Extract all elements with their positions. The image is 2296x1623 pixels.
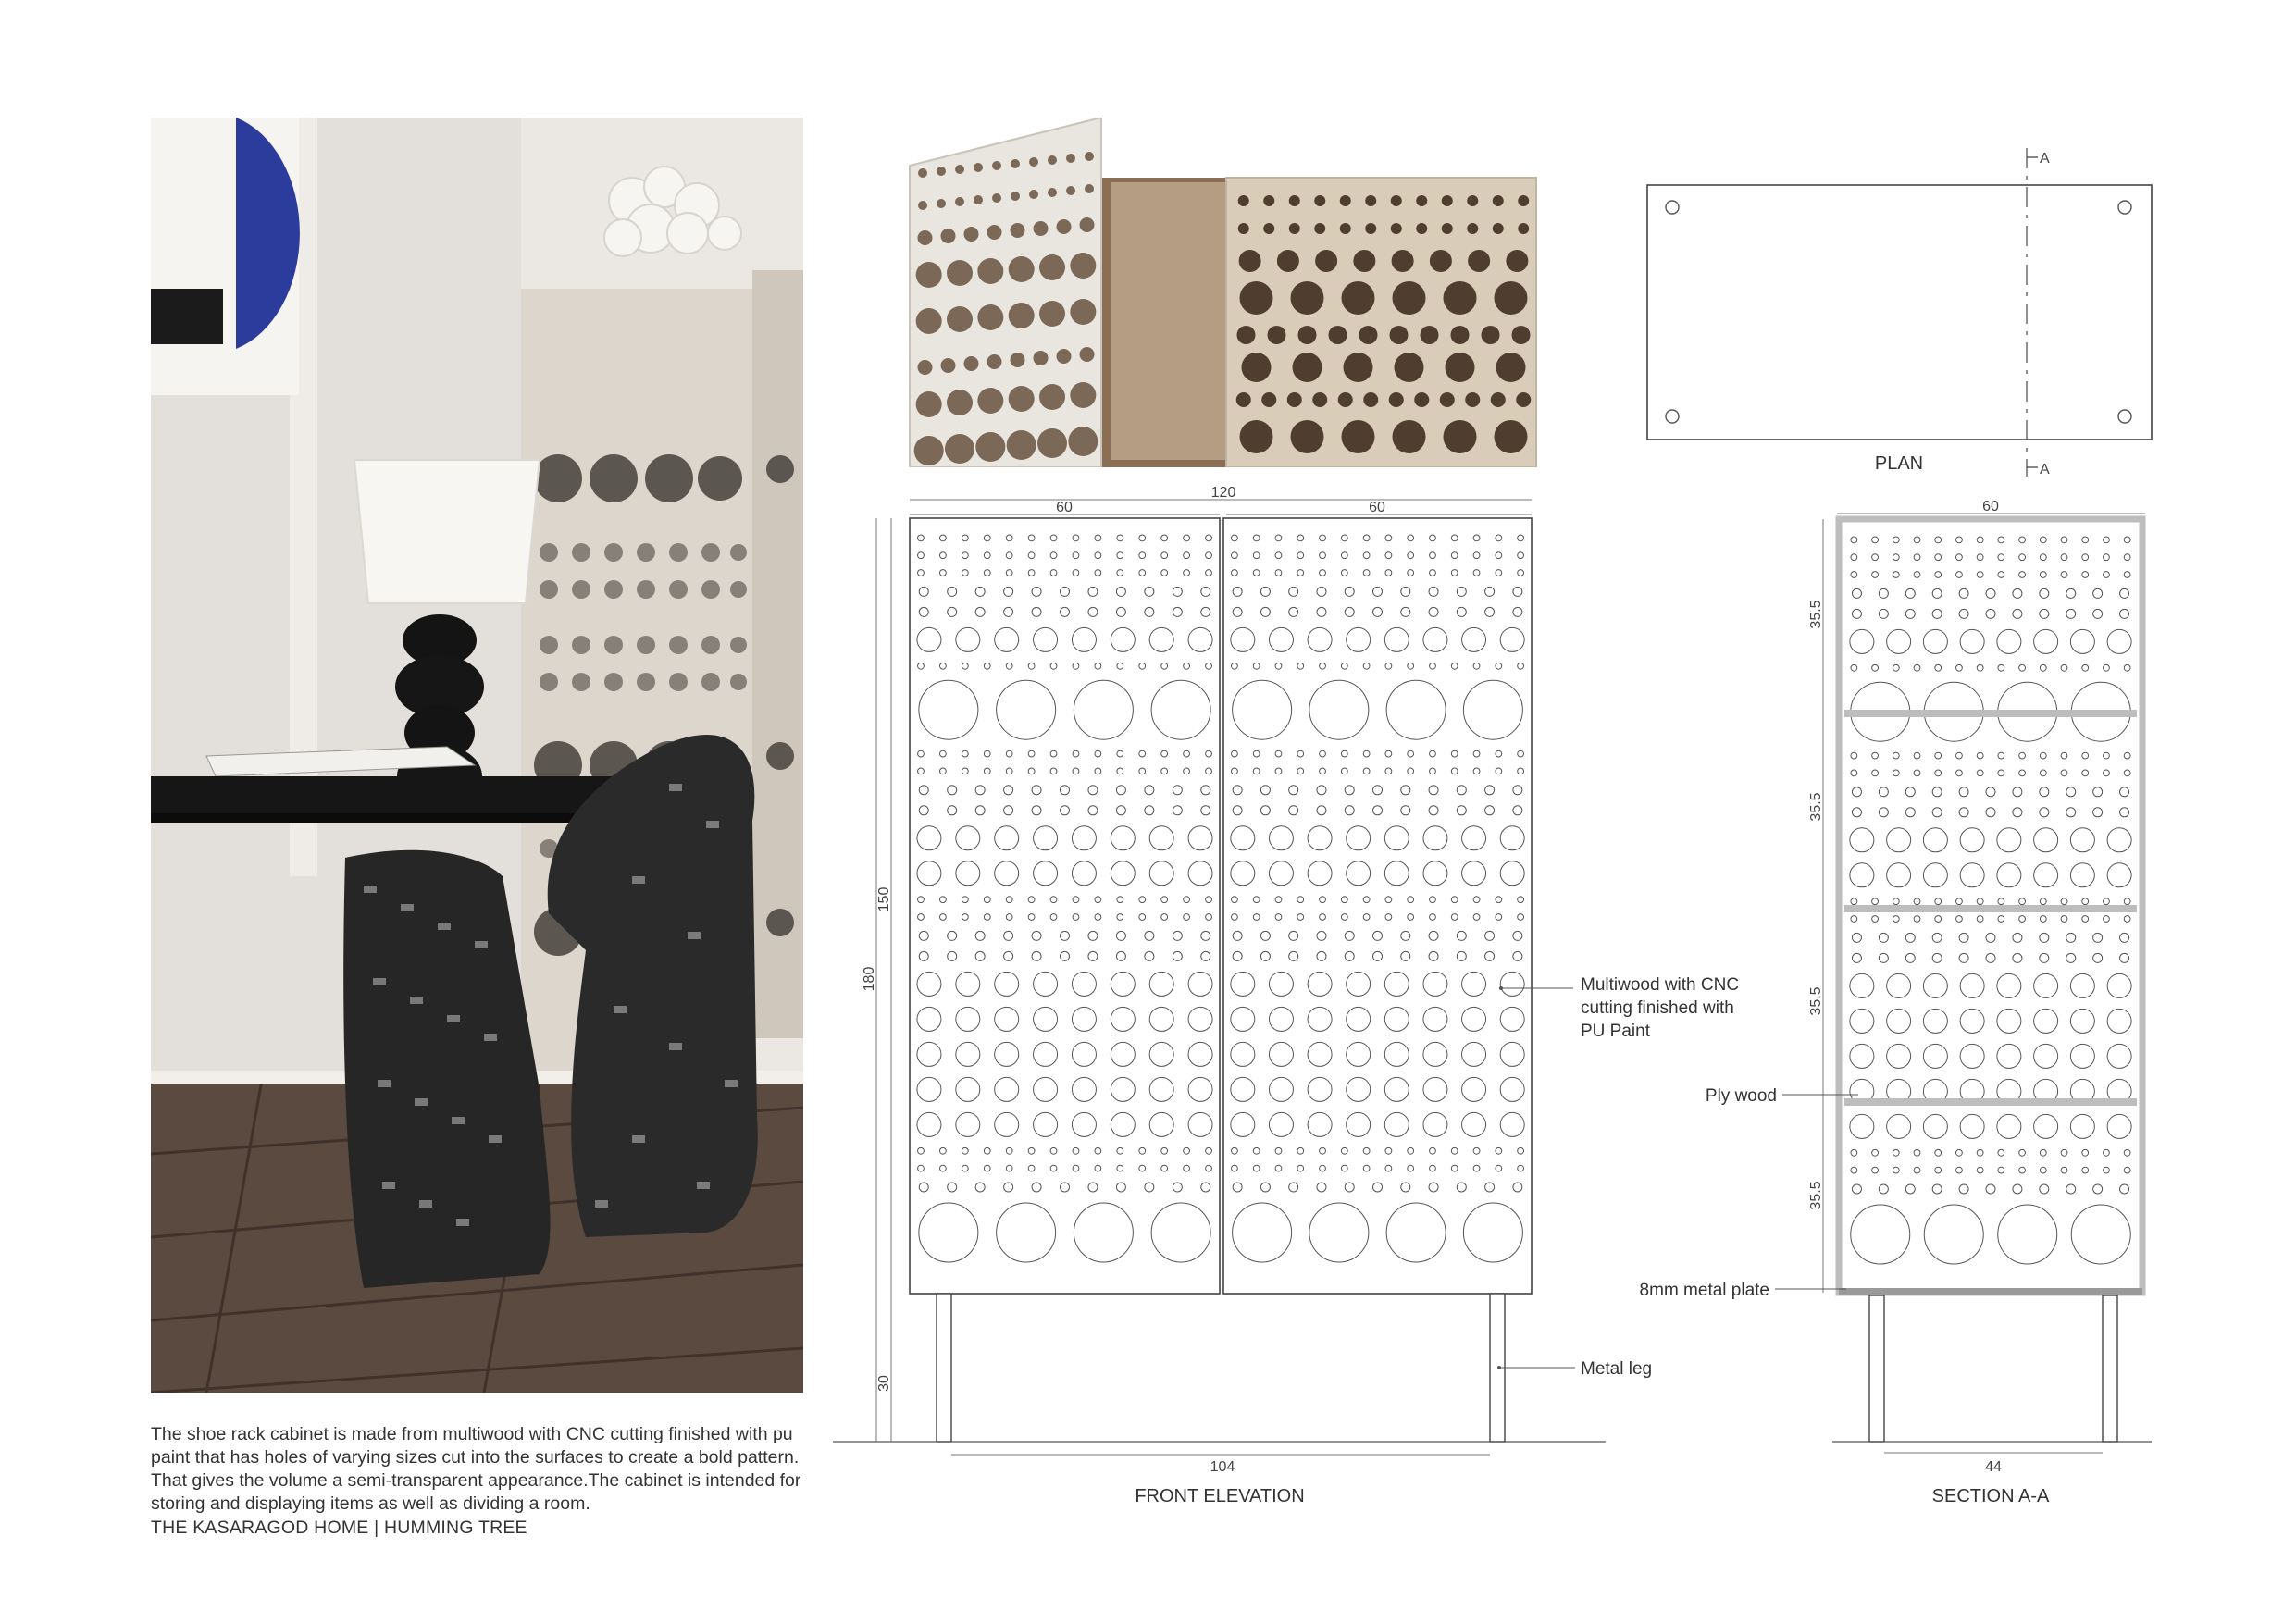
plan-leg-point [1666,201,1679,214]
dim-total-width: 120 [1210,485,1236,501]
project-credit: THE KASARAGOD HOME | HUMMING TREE [151,1518,527,1538]
shelf-dim-1: 35.5 [1808,600,1824,629]
plan-outline [1647,185,2152,440]
section-dim-width: 60 [1982,499,1999,514]
dim-leg-spacing: 104 [1210,1459,1235,1475]
shelf-2 [1844,905,2137,912]
metal-plate [1839,1288,2142,1295]
metal-plate-note: 8mm metal plate [1639,1281,1769,1300]
project-description: The shoe rack cabinet is made from multiwood with CNC cutting finished with pu paint that has holes of varying sizes cut into the surfaces to create a bold pattern. That gives the volume a semi-transparent appearance.The cabinet is intended for storing and displaying items as well as dividing a room. [151,1423,801,1514]
dim-left-door: 60 [1056,500,1073,515]
front-elevation-title: FRONT ELEVATION [1135,1486,1305,1506]
shelf-3 [1844,1098,2137,1106]
section-marker-bottom: A [2040,462,2050,477]
plan-leg-point [1666,410,1679,423]
plywood-note: Ply wood [1705,1086,1777,1106]
plan-view [1647,148,2152,477]
section-leg-left [1869,1295,1884,1442]
section-dim-leg-spacing: 44 [1985,1459,2002,1475]
plan-leg-point [2118,201,2131,214]
material-note-line-1: Multiwood with CNC [1581,975,1740,995]
section-leg-right [2103,1295,2117,1442]
shelf-1 [1844,710,2137,717]
shelf-dim-2: 35.5 [1808,792,1824,822]
material-note-line-2: cutting finished with [1581,998,1734,1018]
shelf-dim-4: 35.5 [1808,1181,1824,1210]
section-marker-top: A [2040,151,2050,167]
section-title: SECTION A-A [1931,1486,2050,1506]
dim-body-height: 150 [876,886,892,912]
dim-right-door: 60 [1369,500,1385,515]
dim-total-height: 180 [862,966,877,992]
right-door [1223,518,1532,1294]
material-note [1581,975,1744,1041]
front-elevation [833,485,1744,1506]
plan-leg-point [2118,410,2131,423]
plan-title: PLAN [1874,453,1924,474]
material-note-line-3: PU Paint [1581,1022,1650,1041]
dim-leg-height: 30 [876,1375,892,1392]
metal-leg-left [937,1294,951,1442]
shelf-dim-3: 35.5 [1808,986,1824,1016]
leg-note: Metal leg [1581,1359,1653,1379]
left-door [910,518,1220,1294]
